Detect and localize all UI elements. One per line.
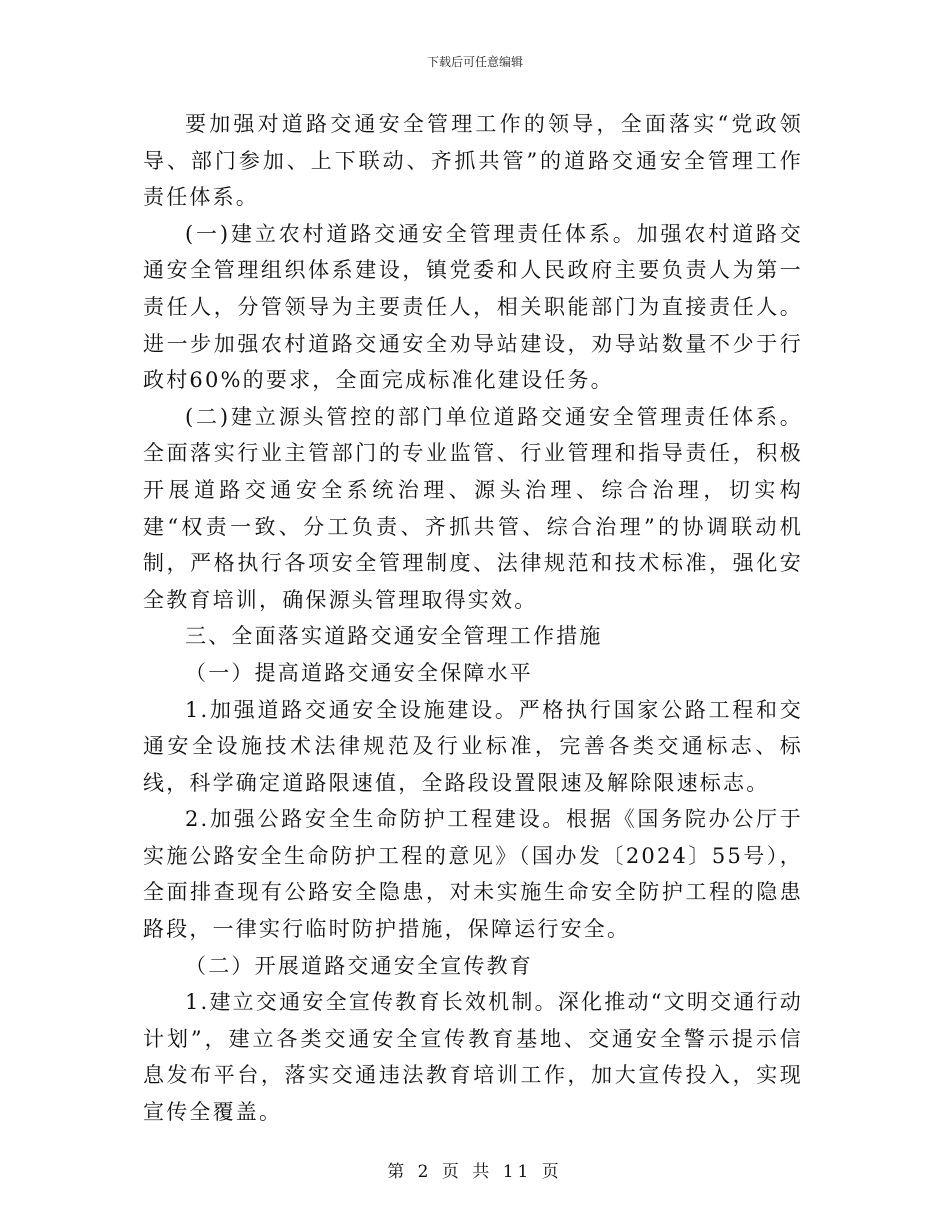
page-number-footer: 第 2 页 共 11 页	[387, 1162, 563, 1182]
paragraph-rural-responsibility: (一)建立农村道路交通安全管理责任体系。加强农村道路交通安全管理组织体系建设，镇党委和人民政府主要负责人为第一责任人，分管领导为主要责任人，相关职能部门为直接责任人。进一步加强农村道路交通安全劝导站建设，劝导站数量不少于行政村60%的要求，全面完成标准化建设任务。	[143, 221, 803, 393]
subsection-heading-publicity: （二）开展道路交通安全宣传教育	[185, 953, 533, 978]
paragraph-protection-project: 2.加强公路安全生命防护工程建设。根据《国务院办公厅于实施公路安全生命防护工程的意见》（国办发〔2024〕55号），全面排查现有公路安全隐患，对未实施生命安全防护工程的隐患路段，一律实行临时防护措施，保障运行安全。	[143, 807, 803, 942]
paragraph-publicity-mechanism: 1.建立交通安全宣传教育长效机制。深化推动“文明交通行动计划”，建立各类交通安全宣传教育基地、交通安全警示提示信息发布平台，落实交通违法教育培训工作，加大宣传投入，实现宣传全覆盖。	[143, 990, 803, 1125]
paragraph-source-control: (二)建立源头管控的部门单位道路交通安全管理责任体系。全面落实行业主管部门的专业监管、行业管理和指导责任，积极开展道路交通安全系统治理、源头治理、综合治理，切实构建“权责一致、分工负责、齐抓共管、综合治理”的协调联动机制，严格执行各项安全管理制度、法律规范和技术标准，强化安全教育培训，确保源头管理取得实效。	[143, 404, 803, 612]
subsection-heading-safety-level: （一）提高道路交通安全保障水平	[185, 660, 533, 685]
section-heading-measures: 三、全面落实道路交通安全管理工作措施	[185, 624, 603, 649]
paragraph-facility-construction: 1.加强道路交通安全设施建设。严格执行国家公路工程和交通安全设施技术法律规范及行业标准，完善各类交通标志、标线，科学确定道路限速值，全路段设置限速及解除限速标志。	[143, 697, 803, 795]
document-body	[143, 106, 803, 1131]
paragraph-leadership: 要加强对道路交通安全管理工作的领导，全面落实“党政领导、部门参加、上下联动、齐抓共管”的道路交通安全管理工作责任体系。	[143, 112, 803, 210]
header-note: 下载后可任意编辑	[426, 55, 523, 69]
